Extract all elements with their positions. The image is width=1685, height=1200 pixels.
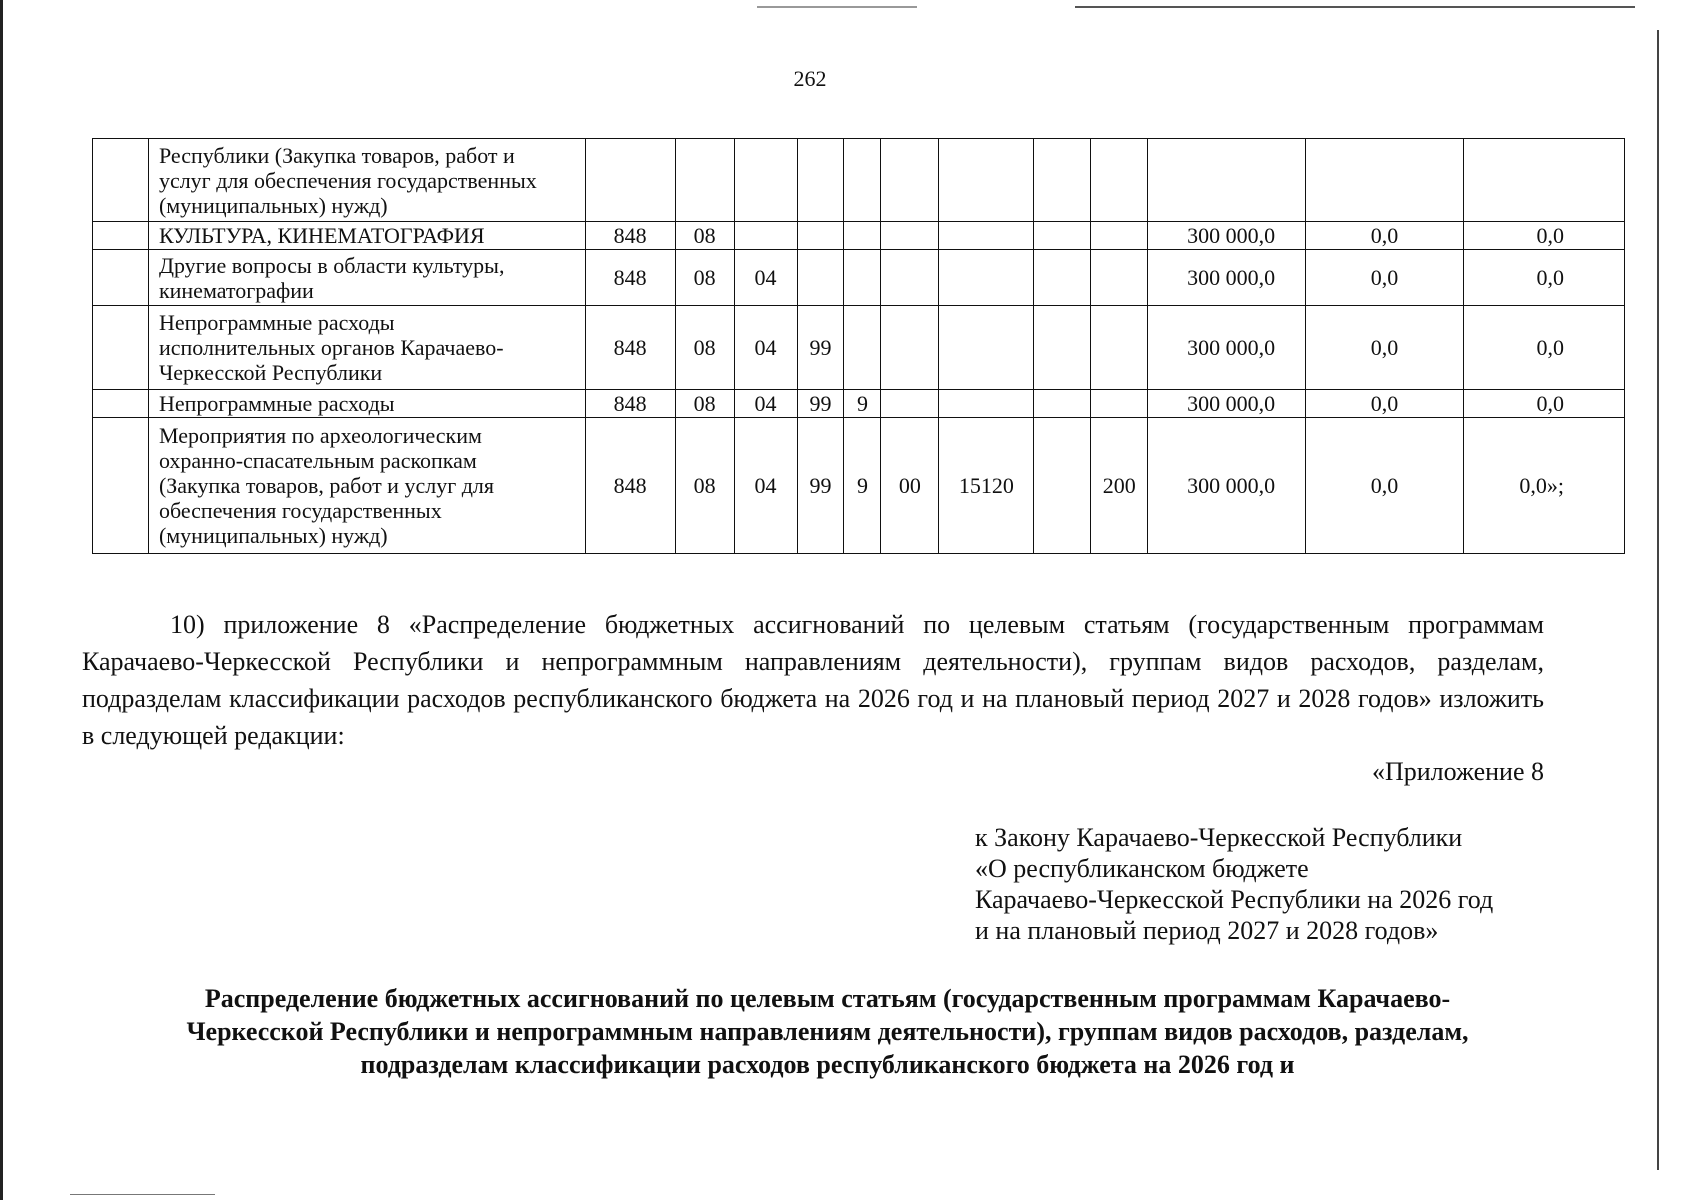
code-cell bbox=[675, 139, 734, 222]
code-cell: 08 bbox=[675, 250, 734, 306]
scan-border-right bbox=[1657, 30, 1659, 1170]
amount-2027-cell: 0,0 bbox=[1306, 306, 1464, 390]
code-cell: 848 bbox=[585, 306, 675, 390]
code-cell bbox=[1091, 306, 1148, 390]
law-reference-line: Карачаево-Черкесской Республики на 2026 год bbox=[975, 885, 1494, 914]
code-cell bbox=[844, 250, 881, 306]
table-row bbox=[93, 222, 1625, 250]
law-reference-line: «О республиканском бюджете bbox=[975, 854, 1309, 883]
code-cell bbox=[1034, 139, 1091, 222]
code-cell bbox=[734, 139, 797, 222]
amount-2026-cell: 300 000,0 bbox=[1148, 418, 1306, 554]
amount-2027-cell bbox=[1306, 139, 1464, 222]
scan-line-bottom bbox=[70, 1194, 215, 1195]
code-cell: 848 bbox=[585, 222, 675, 250]
code-cell bbox=[1091, 250, 1148, 306]
table-row bbox=[93, 139, 1625, 222]
code-cell bbox=[844, 139, 881, 222]
code-cell: 00 bbox=[881, 418, 939, 554]
row-name-cell: КУЛЬТУРА, КИНЕМАТОГРАФИЯ bbox=[148, 222, 585, 250]
code-cell bbox=[1091, 139, 1148, 222]
amendment-paragraph: 10) приложение 8 «Распределение бюджетных ассигнований по целевым статьям (государственным программам Карачаево-Черкесской Республики и непрограммным направлениям деятельности), группам видов расходов, разделам, подразделам классификации расходов республиканского бюджета на 2026 год и на плановый период 2027 и 2028 годов» изложить в следующей редакции: bbox=[82, 610, 1544, 750]
code-cell: 08 bbox=[675, 306, 734, 390]
code-cell: 04 bbox=[734, 418, 797, 554]
code-cell bbox=[881, 390, 939, 418]
amount-2026-cell: 300 000,0 bbox=[1148, 306, 1306, 390]
code-cell bbox=[939, 222, 1034, 250]
code-cell bbox=[734, 222, 797, 250]
code-cell bbox=[939, 390, 1034, 418]
amount-2026-cell: 300 000,0 bbox=[1148, 250, 1306, 306]
code-cell bbox=[881, 222, 939, 250]
document-title bbox=[100, 982, 1555, 1081]
table-row bbox=[93, 390, 1625, 418]
code-cell bbox=[939, 306, 1034, 390]
code-cell bbox=[939, 139, 1034, 222]
table-row bbox=[93, 418, 1625, 554]
code-cell: 99 bbox=[797, 418, 844, 554]
row-number-cell bbox=[93, 250, 149, 306]
code-cell bbox=[797, 222, 844, 250]
scan-border-left bbox=[0, 0, 3, 1200]
row-number-cell bbox=[93, 139, 149, 222]
row-name-cell: Непрограммные расходы исполнительных органов Карачаево- Черкесской Республики bbox=[148, 306, 585, 390]
amount-2026-cell bbox=[1148, 139, 1306, 222]
amount-2026-cell: 300 000,0 bbox=[1148, 222, 1306, 250]
amount-2027-cell: 0,0 bbox=[1306, 250, 1464, 306]
code-cell: 200 bbox=[1091, 418, 1148, 554]
code-cell bbox=[844, 306, 881, 390]
code-cell bbox=[585, 139, 675, 222]
code-cell: 04 bbox=[734, 390, 797, 418]
code-cell bbox=[797, 250, 844, 306]
code-cell bbox=[881, 306, 939, 390]
law-reference-line: и на плановый период 2027 и 2028 годов» bbox=[975, 916, 1439, 945]
amount-2027-cell: 0,0 bbox=[1306, 418, 1464, 554]
code-cell: 08 bbox=[675, 418, 734, 554]
code-cell: 848 bbox=[585, 390, 675, 418]
code-cell: 99 bbox=[797, 306, 844, 390]
code-cell bbox=[1034, 222, 1091, 250]
row-number-cell bbox=[93, 418, 149, 554]
row-name-cell: Республики (Закупка товаров, работ и услуг для обеспечения государственных (муниципальных) нужд) bbox=[148, 139, 585, 222]
code-cell bbox=[881, 250, 939, 306]
row-number-cell bbox=[93, 222, 149, 250]
code-cell: 08 bbox=[675, 222, 734, 250]
law-reference-line: к Закону Карачаево-Черкесской Республики bbox=[975, 823, 1463, 852]
amount-2028-cell: 0,0»; bbox=[1463, 418, 1624, 554]
code-cell: 848 bbox=[585, 250, 675, 306]
amount-2027-cell: 0,0 bbox=[1306, 390, 1464, 418]
code-cell bbox=[797, 139, 844, 222]
code-cell: 9 bbox=[844, 390, 881, 418]
page-number: 262 bbox=[793, 66, 827, 91]
code-cell bbox=[1034, 250, 1091, 306]
amount-2028-cell: 0,0 bbox=[1463, 390, 1624, 418]
code-cell bbox=[1034, 306, 1091, 390]
code-cell: 99 bbox=[797, 390, 844, 418]
table-row bbox=[93, 250, 1625, 306]
amount-2027-cell: 0,0 bbox=[1306, 222, 1464, 250]
code-cell bbox=[1091, 222, 1148, 250]
code-cell: 04 bbox=[734, 250, 797, 306]
amount-2028-cell: 0,0 bbox=[1463, 250, 1624, 306]
code-cell: 08 bbox=[675, 390, 734, 418]
budget-table bbox=[92, 138, 1625, 554]
amount-2028-cell bbox=[1463, 139, 1624, 222]
law-reference bbox=[975, 822, 1555, 946]
document-title-line: Черкесской Республики и непрограммным направлениям деятельности), группам видов расходов, разделам, bbox=[186, 1017, 1469, 1046]
amount-2026-cell: 300 000,0 bbox=[1148, 390, 1306, 418]
code-cell bbox=[844, 222, 881, 250]
row-number-cell bbox=[93, 306, 149, 390]
document-title-line: Распределение бюджетных ассигнований по целевым статьям (государственным программам Карачаево- bbox=[204, 984, 1451, 1013]
code-cell: 04 bbox=[734, 306, 797, 390]
scan-line-top bbox=[757, 6, 917, 8]
amount-2028-cell: 0,0 bbox=[1463, 222, 1624, 250]
row-name-cell: Другие вопросы в области культуры, кинематографии bbox=[148, 250, 585, 306]
amount-2028-cell: 0,0 bbox=[1463, 306, 1624, 390]
row-name-cell: Непрограммные расходы bbox=[148, 390, 585, 418]
appendix-label: «Приложение 8 bbox=[1371, 757, 1544, 786]
code-cell bbox=[881, 139, 939, 222]
code-cell bbox=[1091, 390, 1148, 418]
scan-line-top-right bbox=[1075, 6, 1635, 8]
code-cell: 15120 bbox=[939, 418, 1034, 554]
row-number-cell bbox=[93, 390, 149, 418]
document-title-line: подразделам классификации расходов республиканского бюджета на 2026 год и bbox=[360, 1050, 1295, 1079]
table-row bbox=[93, 306, 1625, 390]
row-name-cell: Мероприятия по археологическим охранно-спасательным раскопкам (Закупка товаров, работ и услуг для обеспечения государственных (муниципальных) нужд) bbox=[148, 418, 585, 554]
code-cell bbox=[939, 250, 1034, 306]
code-cell: 9 bbox=[844, 418, 881, 554]
code-cell bbox=[1034, 418, 1091, 554]
code-cell bbox=[1034, 390, 1091, 418]
code-cell: 848 bbox=[585, 418, 675, 554]
